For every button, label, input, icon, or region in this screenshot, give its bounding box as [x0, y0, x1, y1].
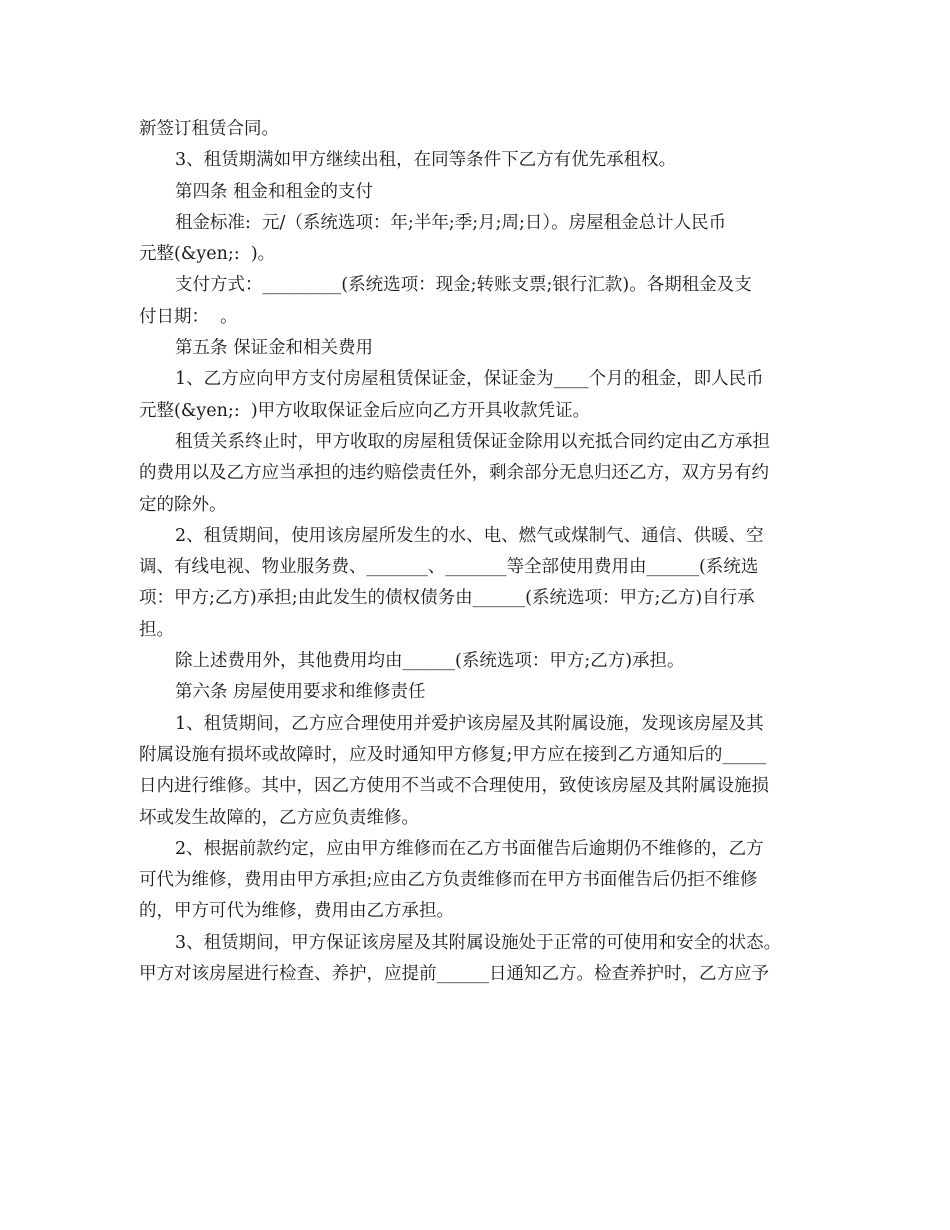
text-line: 定的除外。: [139, 494, 227, 515]
text-line: 3、租赁期间，甲方保证该房屋及其附属设施处于正常的可使用和安全的状态。: [175, 932, 782, 953]
section-heading: 第五条 保证金和相关费用: [175, 338, 374, 359]
text-line: 调、有线电视、物业服务费、_______、_______等全部使用费用由______(系统选: [139, 557, 759, 578]
section-heading: 第六条 房屋使用要求和维修责任: [175, 682, 426, 703]
text-line: 附属设施有损坏或故障时，应及时通知甲方修复;甲方应在接到乙方通知后的_____: [139, 744, 767, 765]
text-line: 2、租赁期间，使用该房屋所发生的水、电、燃气或煤制气、通信、供暖、空: [175, 525, 764, 546]
text-line: 1、租赁期间，乙方应合理使用并爱护该房屋及其附属设施，发现该房屋及其: [175, 713, 764, 734]
text-line: 3、租赁期满如甲方继续出租，在同等条件下乙方有优先承租权。: [175, 150, 677, 171]
contract-body: [139, 114, 829, 990]
text-line: 付日期： 。: [139, 306, 238, 327]
text-line: 的费用以及乙方应当承担的违约赔偿责任外，剩余部分无息归还乙方，双方另有约: [139, 463, 769, 484]
text-line: 可代为维修，费用由甲方承担;应由乙方负责维修而在甲方书面催告后仍拒不维修: [139, 870, 758, 891]
text-line: 除上述费用外，其他费用均由______(系统选项：甲方;乙方)承担。: [175, 651, 685, 672]
section-heading: 第四条 租金和租金的支付: [175, 181, 374, 202]
text-line: 的，甲方可代为维修，费用由乙方承担。: [139, 901, 454, 922]
text-line: 坏或发生故障的，乙方应负责维修。: [139, 807, 419, 828]
text-line: 项：甲方;乙方)承担;由此发生的债权债务由______(系统选项：甲方;乙方)自行承: [139, 588, 755, 609]
text-line: 租赁关系终止时，甲方收取的房屋租赁保证金除用以充抵合同约定由乙方承担: [175, 431, 770, 452]
text-line: 元整(&yen;: )。: [139, 244, 276, 265]
text-line: 甲方对该房屋进行检查、养护，应提前______日通知乙方。检查养护时，乙方应予: [139, 964, 769, 985]
text-line: 元整(&yen;: )甲方收取保证金后应向乙方开具收款凭证。: [139, 400, 591, 421]
text-line: 租金标准: 元/（系统选项：年;半年;季;月;周;日）。房屋租金总计人民币: [175, 212, 727, 233]
text-line: 2、根据前款约定，应由甲方维修而在乙方书面催告后逾期仍不维修的，乙方: [175, 838, 764, 859]
text-line: 新签订租赁合同。: [139, 119, 279, 139]
text-line: 1、乙方应向甲方支付房屋租赁保证金，保证金为____个月的租金，即人民币: [175, 369, 764, 390]
text-line: 担。: [139, 619, 174, 640]
text-line: 支付方式：_________(系统选项：现金;转账支票;银行汇款)。各期租金及支: [175, 275, 752, 296]
text-line: 日内进行维修。其中，因乙方使用不当或不合理使用，致使该房屋及其附属设施损: [139, 776, 769, 797]
